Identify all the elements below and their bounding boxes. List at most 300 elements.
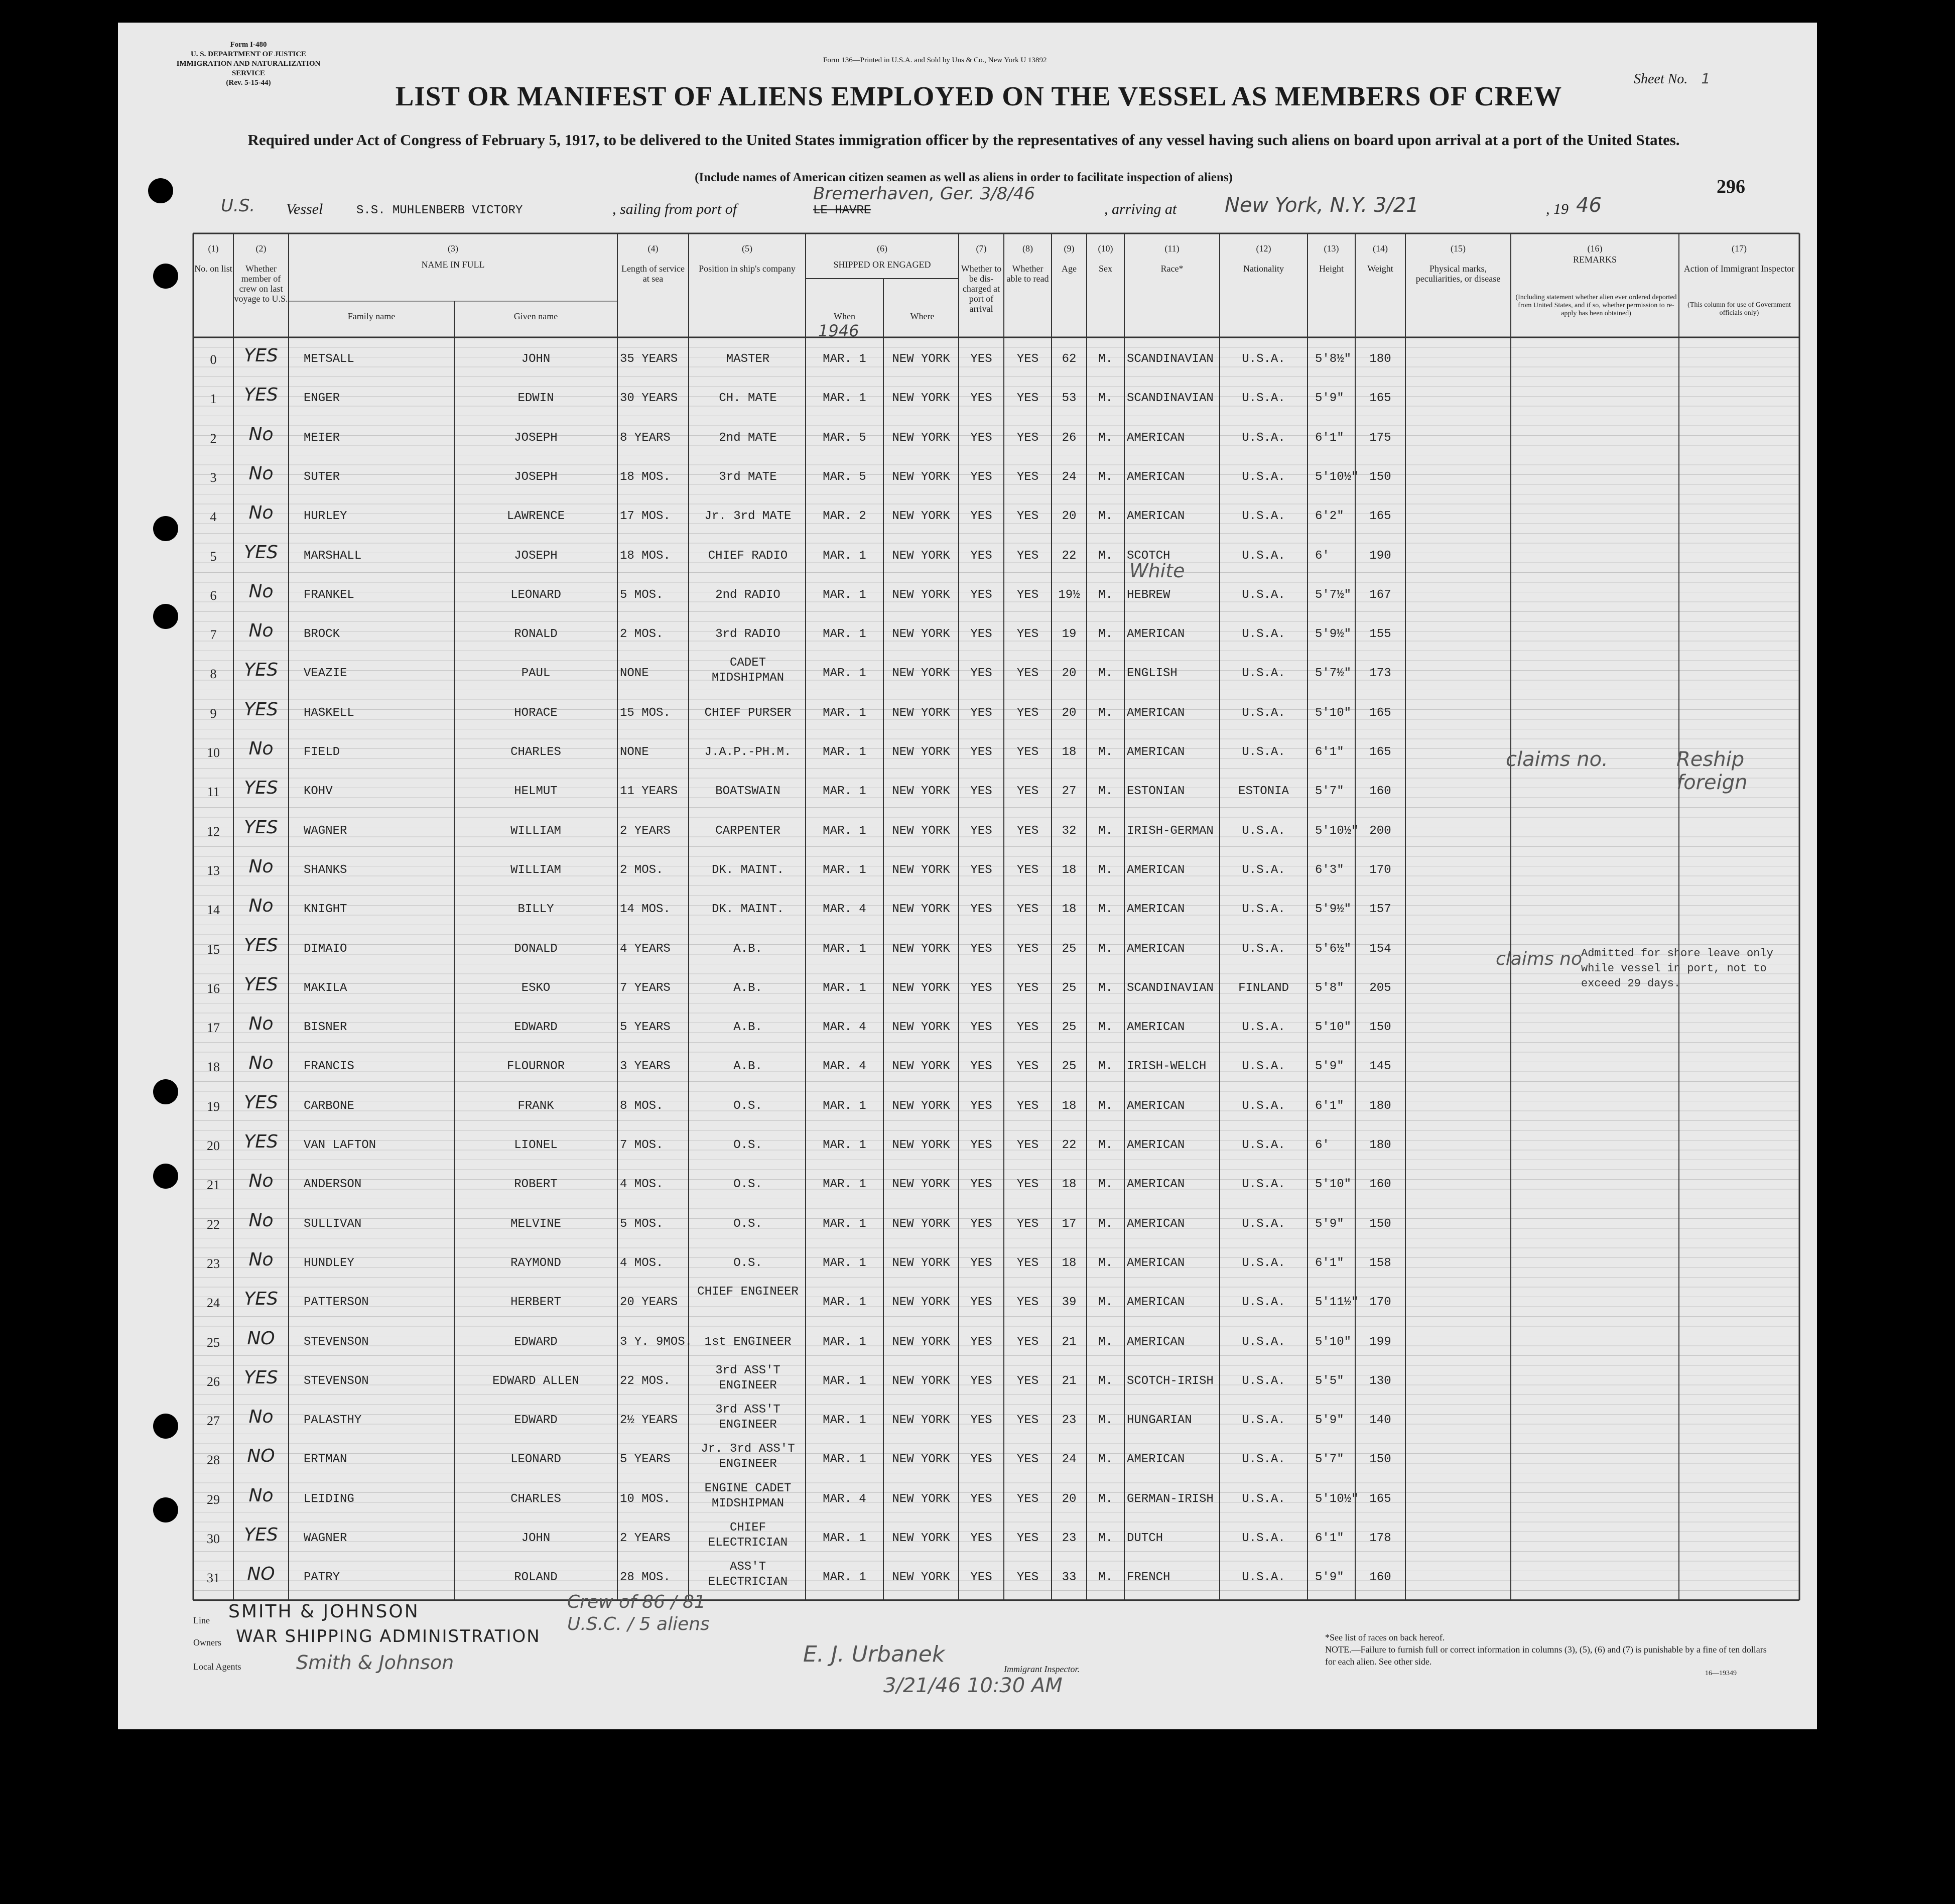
column-label: REMARKS — [1573, 255, 1617, 265]
table-row — [0, 416, 1955, 455]
cell-race: GERMAN-IRISH — [1127, 1492, 1214, 1506]
cell-crew-last-voyage: No — [248, 424, 274, 445]
column-header — [1405, 243, 1511, 284]
cell-crew-last-voyage: YES — [244, 542, 278, 563]
sheet-value: 1 — [1701, 70, 1711, 87]
table-row — [0, 848, 1955, 887]
cell-given: LAWRENCE — [506, 510, 565, 524]
cell-age: 27 — [1062, 785, 1077, 799]
cell-position: 3rd MATE — [719, 470, 777, 484]
column-header — [193, 243, 233, 274]
cell-race: SCOTCH — [1127, 549, 1170, 563]
table-row — [0, 691, 1955, 730]
cell-height: 5'7½" — [1315, 588, 1352, 602]
cell-when: MAR. 1 — [823, 667, 866, 681]
column-header — [1220, 243, 1308, 274]
sailing-label: , sailing from port of — [612, 201, 737, 217]
cell-crew-last-voyage: YES — [244, 817, 278, 838]
cell-crew-last-voyage: YES — [244, 974, 278, 995]
cell-race: AMERICAN — [1127, 942, 1185, 956]
cell-sex: M. — [1098, 1453, 1113, 1467]
cell-family: STEVENSON — [304, 1335, 369, 1349]
cell-race: AMERICAN — [1127, 1138, 1185, 1152]
cell-when: MAR. 1 — [823, 1296, 866, 1310]
cell-given: FRANK — [517, 1099, 554, 1113]
cell-sex: M. — [1098, 1374, 1113, 1388]
cell-family: WAGNER — [304, 1532, 347, 1545]
cell-nat: U.S.A. — [1242, 1099, 1285, 1113]
cell-age: 32 — [1062, 824, 1077, 838]
cell-nat: U.S.A. — [1242, 1021, 1285, 1035]
cell-crew-last-voyage: YES — [244, 1092, 278, 1113]
service: IMMIGRATION AND NATURALIZATION SERVICE — [176, 60, 321, 77]
cell-age: 24 — [1062, 1453, 1077, 1467]
inspector-signature: E. J. Urbanek — [803, 1641, 945, 1667]
cell-no: 5 — [210, 549, 217, 564]
cell-race: SCANDINAVIAN — [1127, 392, 1214, 406]
cell-age: 39 — [1062, 1296, 1077, 1310]
cell-weight: 178 — [1369, 1532, 1391, 1545]
cell-service: 2 YEARS — [620, 824, 671, 838]
cell-nat: U.S.A. — [1242, 745, 1285, 759]
sheet-label: Sheet No. — [1634, 71, 1688, 87]
cell-service: 3 Y. 9MOS. — [620, 1335, 693, 1349]
cell-crew-last-voyage: No — [248, 502, 274, 524]
cell-service: 8 YEARS — [620, 431, 671, 445]
cell-sex: M. — [1098, 1335, 1113, 1349]
cell-no: 8 — [210, 667, 217, 682]
cell-service: 2 YEARS — [620, 1532, 671, 1545]
cell-where: NEW YORK — [892, 785, 950, 799]
cell-age: 53 — [1062, 392, 1077, 406]
cell-sex: M. — [1098, 549, 1113, 563]
manifest-number: 296 — [1717, 176, 1745, 197]
column-number: (5) — [742, 243, 752, 253]
column-header — [1355, 243, 1405, 274]
cell-position: Jr. 3rd ASS'T ENGINEER — [701, 1442, 795, 1471]
cell-position: DK. MAINT. — [711, 863, 785, 877]
cell-race: AMERICAN — [1127, 1335, 1185, 1349]
cell-when: MAR. 1 — [823, 1453, 866, 1467]
cell-service: 17 MOS. — [620, 510, 671, 524]
cell-age: 22 — [1062, 1138, 1077, 1152]
cell-when: MAR. 1 — [823, 588, 866, 602]
cell-service: 35 YEARS — [620, 352, 678, 366]
cell-weight: 165 — [1369, 392, 1391, 406]
cell-nat: U.S.A. — [1242, 588, 1285, 602]
cell-position: CARPENTER — [715, 824, 780, 838]
cell-race: AMERICAN — [1127, 1296, 1185, 1310]
cell-given: FLOURNOR — [506, 1060, 565, 1074]
column-header — [1679, 243, 1799, 274]
cell-sex: M. — [1098, 588, 1113, 602]
cell-where: NEW YORK — [892, 903, 950, 917]
cell-race: AMERICAN — [1127, 745, 1185, 759]
cell-service: 30 YEARS — [620, 392, 678, 406]
cell-weight: 145 — [1369, 1060, 1391, 1074]
cell-family: SUTER — [304, 470, 340, 484]
cell-service: 15 MOS. — [620, 706, 671, 720]
cell-sex: M. — [1098, 1060, 1113, 1074]
cell-read: YES — [1016, 1453, 1039, 1467]
cell-family: DIMAIO — [304, 942, 347, 956]
cell-crew-last-voyage: No — [248, 581, 274, 602]
column-number: (16) — [1587, 243, 1603, 253]
cell-nat: U.S.A. — [1242, 549, 1285, 563]
cell-given: PAUL — [521, 667, 551, 681]
cell-race: AMERICAN — [1127, 470, 1185, 484]
cell-weight: 160 — [1369, 1571, 1391, 1585]
cell-given: CHARLES — [510, 745, 561, 759]
cell-crew-last-voyage: No — [248, 1210, 274, 1231]
cell-crew-last-voyage: YES — [244, 935, 278, 956]
cell-family: SHANKS — [304, 863, 347, 877]
cell-family: BISNER — [304, 1021, 347, 1035]
cell-read: YES — [1016, 588, 1039, 602]
cell-when: MAR. 2 — [823, 510, 866, 524]
cell-disch: YES — [970, 1571, 992, 1585]
cell-disch: YES — [970, 1532, 992, 1545]
column-number: (12) — [1256, 243, 1271, 253]
cell-race: FRENCH — [1127, 1571, 1170, 1585]
agents-value: Smith & Johnson — [296, 1652, 454, 1674]
column-label: Nationality — [1243, 264, 1284, 274]
cell-position: A.B. — [733, 981, 762, 995]
cell-crew-last-voyage: YES — [244, 660, 278, 681]
cell-no: 9 — [210, 706, 217, 721]
cell-when: MAR. 1 — [823, 863, 866, 877]
cell-crew-last-voyage: No — [248, 856, 274, 877]
cell-when: MAR. 1 — [823, 824, 866, 838]
cell-sex: M. — [1098, 510, 1113, 524]
cell-height: 6' — [1315, 1138, 1330, 1152]
cell-where: NEW YORK — [892, 1532, 950, 1545]
cell-disch: YES — [970, 1374, 992, 1388]
cell-sex: M. — [1098, 785, 1113, 799]
table-row — [0, 1005, 1955, 1045]
cell-position: ENGINE CADET MIDSHIPMAN — [704, 1481, 792, 1510]
cell-sex: M. — [1098, 903, 1113, 917]
cell-read: YES — [1016, 1296, 1039, 1310]
cell-read: YES — [1016, 1178, 1039, 1192]
cell-race: DUTCH — [1127, 1532, 1163, 1545]
cell-age: 25 — [1062, 942, 1077, 956]
cell-weight: 154 — [1369, 942, 1391, 956]
cell-given: LIONEL — [514, 1138, 558, 1152]
cell-service: 2½ YEARS — [620, 1414, 678, 1428]
cell-service: 11 YEARS — [620, 785, 678, 799]
sailing-struck: LE HAVRE — [813, 204, 871, 217]
cell-family: KNIGHT — [304, 903, 347, 917]
table-row — [0, 1241, 1955, 1281]
cell-when: MAR. 1 — [823, 1414, 866, 1428]
cell-nat: U.S.A. — [1242, 1138, 1285, 1152]
cell-race: AMERICAN — [1127, 1453, 1185, 1467]
cell-age: 18 — [1062, 1099, 1077, 1113]
cell-disch: YES — [970, 1060, 992, 1074]
cell-read: YES — [1016, 352, 1039, 366]
cell-service: 4 MOS. — [620, 1178, 664, 1192]
line-value: SMITH & JOHNSON — [228, 1601, 420, 1622]
cell-crew-last-voyage: YES — [244, 1367, 278, 1388]
cell-given: LEONARD — [510, 588, 561, 602]
cell-disch: YES — [970, 1335, 992, 1349]
cell-weight: 160 — [1369, 1178, 1391, 1192]
cell-age: 25 — [1062, 981, 1077, 995]
cell-read: YES — [1016, 1374, 1039, 1388]
column-header — [617, 243, 689, 284]
cell-family: ANDERSON — [304, 1178, 362, 1192]
cell-family: HURLEY — [304, 510, 347, 524]
column-header — [806, 243, 959, 270]
cell-nat: U.S.A. — [1242, 392, 1285, 406]
when-header: When — [834, 311, 855, 321]
table-row — [0, 455, 1955, 494]
cell-no: 13 — [207, 863, 220, 878]
cell-family: HASKELL — [304, 706, 354, 720]
cell-given: JOSEPH — [514, 470, 558, 484]
cell-disch: YES — [970, 667, 992, 681]
cell-height: 5'8½" — [1315, 352, 1352, 366]
cell-height: 6'1" — [1315, 1256, 1344, 1270]
cell-height: 5'9" — [1315, 1414, 1344, 1428]
cell-weight: 199 — [1369, 1335, 1391, 1349]
cell-weight: 158 — [1369, 1256, 1391, 1270]
column-header — [1087, 243, 1124, 274]
table-row — [0, 1045, 1955, 1084]
cell-no: 10 — [207, 745, 220, 760]
cell-where: NEW YORK — [892, 1178, 950, 1192]
table-row — [0, 337, 1955, 376]
include-notice: (Include names of American citizen seamen as well as aliens in order to facilitate inspection of aliens) — [695, 171, 1233, 184]
cell-when: MAR. 4 — [823, 903, 866, 917]
cell-given: ESKO — [521, 981, 551, 995]
cell-nat: U.S.A. — [1242, 1532, 1285, 1545]
cell-race: AMERICAN — [1127, 1099, 1185, 1113]
cell-sex: M. — [1098, 627, 1113, 642]
cell-age: 20 — [1062, 706, 1077, 720]
cell-disch: YES — [970, 1256, 992, 1270]
cell-crew-last-voyage: No — [248, 1485, 274, 1506]
cell-family: FRANCIS — [304, 1060, 354, 1074]
cell-position: MASTER — [726, 352, 770, 366]
cell-position: O.S. — [733, 1099, 762, 1113]
cell-family: METSALL — [304, 352, 354, 366]
cell-disch: YES — [970, 588, 992, 602]
table-row — [0, 573, 1955, 612]
cell-crew-last-voyage: No — [248, 1249, 274, 1270]
cell-disch: YES — [970, 824, 992, 838]
cell-position: A.B. — [733, 942, 762, 956]
cell-no: 26 — [207, 1374, 220, 1389]
column-number: (15) — [1451, 243, 1466, 253]
cell-height: 5'10" — [1315, 706, 1352, 720]
cell-given: LEONARD — [510, 1453, 561, 1467]
cell-service: 2 MOS. — [620, 863, 664, 877]
cell-nat: U.S.A. — [1242, 1296, 1285, 1310]
cell-service: 18 MOS. — [620, 549, 671, 563]
department: U. S. DEPARTMENT OF JUSTICE — [190, 50, 307, 58]
cell-position: CADET MIDSHIPMAN — [711, 656, 785, 685]
cell-family: MEIER — [304, 431, 340, 445]
cell-age: 25 — [1062, 1021, 1077, 1035]
cell-no: 17 — [207, 1021, 220, 1036]
cell-disch: YES — [970, 1453, 992, 1467]
column-number: (7) — [976, 243, 987, 253]
cell-no: 6 — [210, 588, 217, 603]
table-row — [0, 1163, 1955, 1202]
punch-hole — [153, 604, 178, 629]
cell-given: HELMUT — [514, 785, 558, 799]
cell-disch: YES — [970, 1021, 992, 1035]
cell-read: YES — [1016, 981, 1039, 995]
cell-where: NEW YORK — [892, 1453, 950, 1467]
cell-where: NEW YORK — [892, 588, 950, 602]
cell-where: NEW YORK — [892, 510, 950, 524]
cell-age: 21 — [1062, 1374, 1077, 1388]
cell-service: 22 MOS. — [620, 1374, 671, 1388]
column-label: Race* — [1160, 264, 1184, 274]
cell-disch: YES — [970, 1414, 992, 1428]
column-label: Weight — [1367, 264, 1393, 274]
year-label: , 19 — [1546, 201, 1569, 217]
table-row — [0, 730, 1955, 770]
cell-sex: M. — [1098, 470, 1113, 484]
cell-height: 5'9" — [1315, 1571, 1344, 1585]
cell-no: 28 — [207, 1453, 220, 1468]
sailing-port: Bremerhaven, Ger. 3/8/46 — [813, 184, 1035, 204]
cell-height: 6'1" — [1315, 1532, 1344, 1545]
form-number: Form I-480 — [230, 41, 267, 49]
cell-race: AMERICAN — [1127, 627, 1185, 642]
cell-race: AMERICAN — [1127, 903, 1185, 917]
owners-value: WAR SHIPPING ADMINISTRATION — [236, 1626, 541, 1646]
vessel-label: Vessel — [286, 201, 323, 217]
cell-no: 12 — [207, 824, 220, 839]
cell-no: 7 — [210, 627, 217, 643]
cell-service: 10 MOS. — [620, 1492, 671, 1506]
table-row — [0, 770, 1955, 809]
cell-nat: U.S.A. — [1242, 1335, 1285, 1349]
cell-height: 5'9½" — [1315, 903, 1352, 917]
cell-weight: 150 — [1369, 1217, 1391, 1231]
cell-nat: U.S.A. — [1242, 431, 1285, 445]
cell-disch: YES — [970, 903, 992, 917]
cell-age: 23 — [1062, 1414, 1077, 1428]
cell-family: FIELD — [304, 745, 340, 759]
cell-given: BILLY — [517, 903, 554, 917]
cell-given: MELVINE — [510, 1217, 561, 1231]
cell-height: 5'11½" — [1315, 1296, 1359, 1310]
cell-crew-last-voyage: No — [248, 620, 274, 642]
cell-no: 24 — [207, 1296, 220, 1311]
cell-height: 5'10" — [1315, 1021, 1352, 1035]
table-row — [0, 1556, 1955, 1595]
cell-crew-last-voyage: No — [248, 1053, 274, 1074]
cell-disch: YES — [970, 392, 992, 406]
cell-nat: U.S.A. — [1242, 470, 1285, 484]
cell-height: 5'10½" — [1315, 470, 1359, 484]
column-label: Whether member of crew on last voyage to U.S. — [234, 264, 288, 304]
cell-nat: ESTONIA — [1238, 785, 1289, 799]
cell-read: YES — [1016, 745, 1039, 759]
cell-height: 5'10½" — [1315, 1492, 1359, 1506]
cell-service: 2 MOS. — [620, 627, 664, 642]
cell-where: NEW YORK — [892, 1335, 950, 1349]
cell-disch: YES — [970, 627, 992, 642]
cell-height: 6'1" — [1315, 745, 1344, 759]
cell-when: MAR. 1 — [823, 392, 866, 406]
cell-age: 18 — [1062, 903, 1077, 917]
column-number: (9) — [1064, 243, 1075, 253]
cell-crew-last-voyage: NO — [247, 1564, 275, 1585]
cell-disch: YES — [970, 549, 992, 563]
cell-given: EDWARD — [514, 1414, 558, 1428]
cell-nat: U.S.A. — [1242, 1453, 1285, 1467]
cell-no: 14 — [207, 903, 220, 918]
cell-sex: M. — [1098, 431, 1113, 445]
cell-sex: M. — [1098, 667, 1113, 681]
cell-no: 1 — [210, 392, 217, 407]
punch-hole — [153, 1497, 178, 1522]
cell-height: 6'1" — [1315, 1099, 1344, 1113]
cell-sex: M. — [1098, 1021, 1113, 1035]
cell-age: 19½ — [1058, 588, 1080, 602]
cell-where: NEW YORK — [892, 1060, 950, 1074]
cell-no: 31 — [207, 1571, 220, 1586]
cell-position: O.S. — [733, 1217, 762, 1231]
cell-when: MAR. 5 — [823, 470, 866, 484]
cell-read: YES — [1016, 1414, 1039, 1428]
column-label: No. on list — [194, 264, 232, 274]
cell-read: YES — [1016, 706, 1039, 720]
cell-when: MAR. 1 — [823, 1532, 866, 1545]
cell-given: HORACE — [514, 706, 558, 720]
cell-disch: YES — [970, 431, 992, 445]
cell-read: YES — [1016, 1335, 1039, 1349]
cell-family: STEVENSON — [304, 1374, 369, 1388]
remarks-subheader: (Including statement whether alien ever ordered deported from United States, and if so, whether permission to re-apply has been obtained) — [1515, 294, 1677, 317]
cell-height: 5'9" — [1315, 1217, 1344, 1231]
cell-family: BROCK — [304, 627, 340, 642]
column-label: Age — [1062, 264, 1077, 274]
cell-position: BOATSWAIN — [715, 785, 780, 799]
cell-no: 15 — [207, 942, 220, 957]
cell-position: Jr. 3rd MATE — [704, 510, 792, 524]
cell-weight: 150 — [1369, 1021, 1391, 1035]
cell-where: NEW YORK — [892, 1021, 950, 1035]
cell-height: 5'10" — [1315, 1335, 1352, 1349]
cell-where: NEW YORK — [892, 942, 950, 956]
cell-nat: U.S.A. — [1242, 1374, 1285, 1388]
column-label: Sex — [1099, 264, 1112, 274]
cell-given: EDWARD — [514, 1021, 558, 1035]
table-row — [0, 1202, 1955, 1241]
cell-crew-last-voyage: No — [248, 738, 274, 759]
footer-line — [193, 1615, 210, 1626]
column-label: Whether to be dis-charged at port of arrival — [961, 264, 1002, 314]
cell-disch: YES — [970, 1296, 992, 1310]
cell-disch: YES — [970, 1138, 992, 1152]
cell-where: NEW YORK — [892, 1571, 950, 1585]
cell-disch: YES — [970, 863, 992, 877]
cell-weight: 175 — [1369, 431, 1391, 445]
cell-no: 21 — [207, 1178, 220, 1193]
cell-when: MAR. 1 — [823, 1217, 866, 1231]
cell-family: MAKILA — [304, 981, 347, 995]
cell-service: NONE — [620, 667, 649, 681]
column-number: (8) — [1022, 243, 1033, 253]
